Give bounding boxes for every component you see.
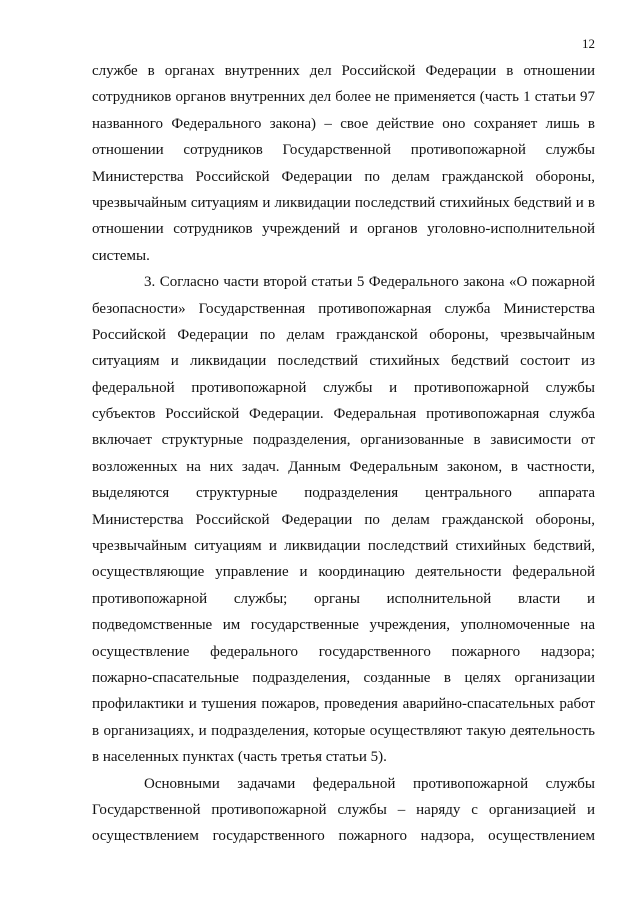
page-number: 12 — [582, 36, 595, 51]
text-line: отношении сотрудников учреждений и органов уголовно-исполнительной — [92, 221, 595, 238]
text-line: сотрудников органов внутренних дел более не применяется (часть 1 статьи 97 — [92, 89, 595, 106]
text-line: Министерства Российской Федерации по делам гражданской обороны, — [92, 168, 595, 185]
text-line: ситуациям и ликвидации последствий стихийных бедствий состоит из — [92, 353, 595, 370]
text-line: названного Федерального закона) – свое действие оно сохраняет лишь в — [92, 115, 595, 132]
text-line: службе в органах внутренних дел Российской Федерации в отношении — [92, 63, 595, 79]
text-line: чрезвычайным ситуациям и ликвидации последствий стихийных бедствий и в — [92, 194, 595, 211]
paragraph-3 — [92, 771, 595, 850]
text-line: субъектов Российской Федерации. Федеральная противопожарная служба — [92, 406, 595, 423]
text-line: пожарно-спасательные подразделения, созданные в целях организации — [92, 669, 595, 686]
text-line: противопожарной службы; органы исполнительной власти и — [92, 590, 595, 607]
text-line: включает структурные подразделения, организованные в зависимости от — [92, 432, 595, 449]
text-line: Государственной противопожарной службы – наряду с организацией и — [92, 801, 595, 818]
text-line: Министерства Российской Федерации по делам гражданской обороны, — [92, 511, 595, 528]
text-line: Российской Федерации по делам гражданской обороны, чрезвычайным — [92, 326, 595, 343]
text-line: в населенных пунктах (часть третья статьи 5). — [92, 749, 387, 766]
text-line: безопасности» Государственная противопожарная служба Министерства — [92, 300, 595, 317]
document-body — [92, 58, 595, 850]
text-line: возложенных на них задач. Данным Федеральным законом, в частности, — [92, 458, 595, 475]
text-line: чрезвычайным ситуациям и ликвидации последствий стихийных бедствий, — [92, 538, 595, 555]
text-line: федеральной противопожарной службы и противопожарной службы — [92, 379, 595, 396]
paragraph-2 — [92, 269, 595, 770]
text-line: осуществлением государственного пожарного надзора, осуществлением — [92, 828, 595, 845]
text-line: отношении сотрудников Государственной противопожарной службы — [92, 142, 595, 159]
text-line: Основными задачами федеральной противопожарной службы — [144, 775, 595, 792]
paragraph-1 — [92, 58, 595, 269]
text-line: выделяются структурные подразделения центрального аппарата — [92, 485, 595, 502]
text-line: осуществляющие управление и координацию деятельности федеральной — [92, 564, 595, 581]
text-line: осуществление федерального государственного пожарного надзора; — [92, 643, 595, 660]
text-line: подведомственные им государственные учреждения, уполномоченные на — [92, 617, 595, 634]
text-line: в организациях, и подразделения, которые осуществляют такую деятельность — [92, 722, 595, 739]
text-line: системы. — [92, 247, 150, 264]
text-line: профилактики и тушения пожаров, проведения аварийно-спасательных работ — [92, 696, 595, 713]
text-line: 3. Согласно части второй статьи 5 Федерального закона «О пожарной — [144, 274, 595, 291]
